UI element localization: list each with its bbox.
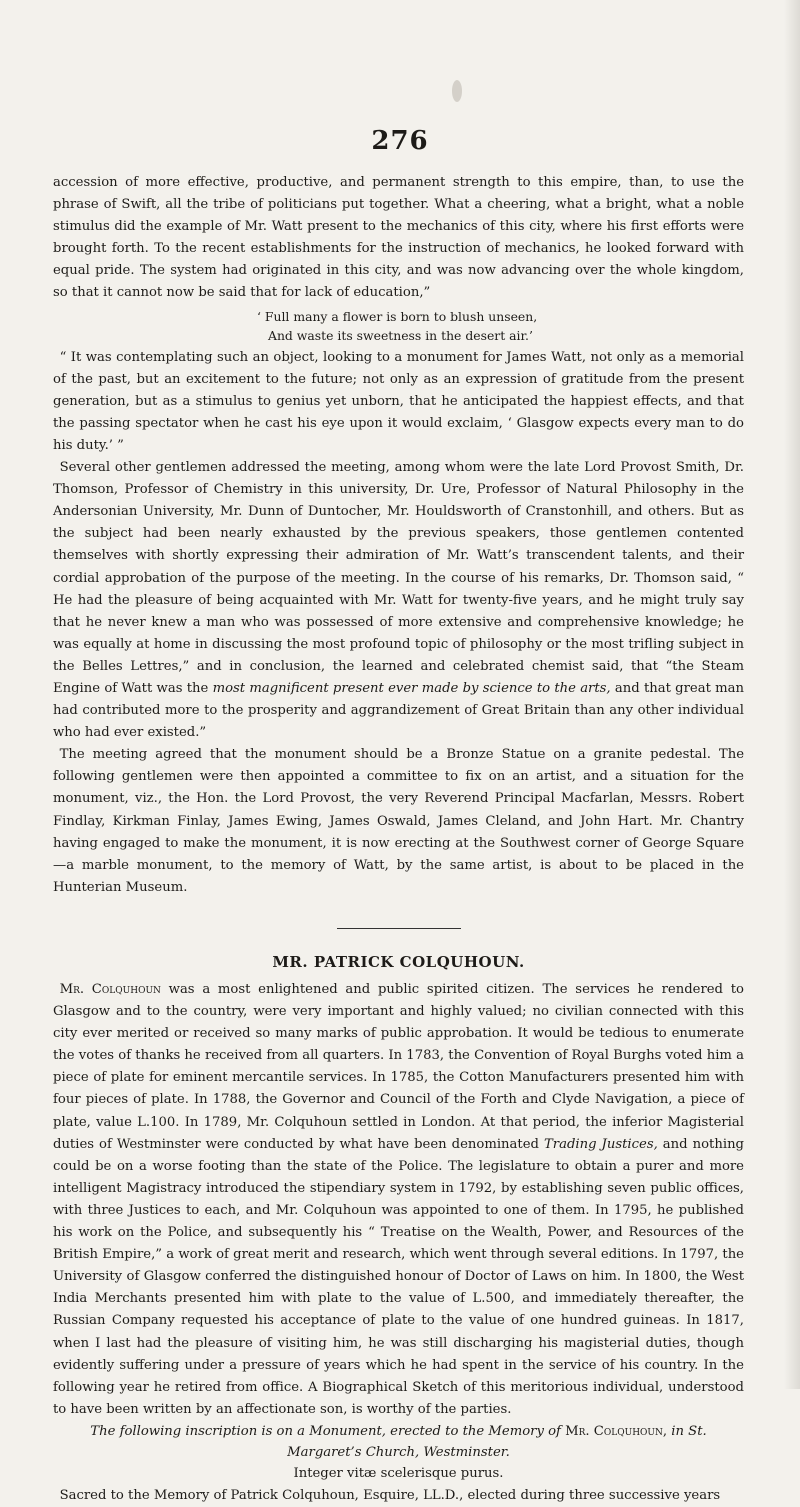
- para5-text-b: and nothing could be on a worse footing than the state of the Police. The legislature to obtain a purer and more intelligent Magistracy introduced the stipendiary system in 1792, by establishing seven public offices, with three Justices to each, and Mr. Colquhoun was appointed to one of them. In 1795, he published his work on the Police, and subsequently his “ Treatise on the Wealth, Power, and Resources of the British Empire,” a work of great merit and research, which went through several editions. In 1797, the University of Glasgow conferred the distinguished honour of Doctor of Laws on him. In 1800, the West India Merchants presented him with plate to the value of L.500, and immediately thereafter, the Russian Company requested his acceptance of plate to the value of one hundred guineas. In 1817, when I last had the pleasure of visiting him, he was still discharging his magisterial duties, though evidently suffering under a pressure of years which he had spent in the service of his country. In the following year he retired from office. A Biographical Sketch of this meritorious individual, understood to have been written by an affectionate son, is worthy of the parties.: [53, 1136, 744, 1417]
- inscription-last-line: Sacred to the Memory of Patrick Colquhoun, Esquire, LL.D., elected during three successive years: [59, 1487, 721, 1503]
- page-number: 276: [371, 126, 429, 156]
- inscription-intro-name: Mr. Colquhoun,: [565, 1423, 668, 1439]
- page-body: [53, 172, 744, 1507]
- para3-end: and that great man had contributed more to the prosperity and aggrandizement of Great Britain than any other individual who had ever existed.”: [53, 680, 744, 741]
- inscription-intro-b: in St. Margaret’s Church, Westminster.: [287, 1423, 707, 1460]
- poem-quote: [53, 307, 744, 345]
- paragraph-monument-speech: “ It was contemplating such an object, looking to a monument for James Watt, not only as a memorial of the past, but an excitement to the future; not only as an expression of gratitude from the present generation, but as a stimulus to genius yet unborn, that he anticipated the happiest effects, and that the passing spectator when he cast his eye upon it would exclaim, ‘ Glasgow expects every man to do his duty.’ ”: [53, 349, 744, 453]
- paragraph-colquhoun: [53, 979, 744, 1421]
- paragraph-other-gentlemen: [53, 457, 744, 744]
- trading-justices: Trading Justices,: [543, 1136, 658, 1152]
- para5-text-a: was a most enlightened and public spirited citizen. The services he rendered to Glasgow and to the country, were very important and highly valued; no civilian connected with this city ever merited or received so many marks of public approbation. It would be tedious to enumerate the votes of thanks he received from all quarters. In 1783, the Convention of Royal Burghs voted him a piece of plate for eminent mercantile services. In 1785, the Cotton Manufacturers presented him with four pieces of plate. In 1788, the Governor and Council of the Forth and Clyde Navigation, a piece of plate, value L.100. In 1789, Mr. Colquhoun settled in London. At that period, the inferior Magisterial duties of Westminster were conducted by what have been denominated: [53, 982, 744, 1152]
- inscription-intro: [53, 1421, 744, 1463]
- inscription-intro-a: The following inscription is on a Monument, erected to the Memory of: [90, 1423, 566, 1439]
- section-heading: MR. PATRICK COLQUHOUN.: [272, 952, 525, 971]
- page-edge-shadow: [784, 0, 800, 1389]
- colquhoun-name: Mr. Colquhoun: [59, 982, 161, 997]
- para3-italic-quote: most magnificent present ever made by science to the arts,: [212, 680, 611, 696]
- section-divider: [337, 928, 461, 929]
- paragraph-watt-stimulus: accession of more effective, productive, and permanent strength to this empire, than, to use the phrase of Swift, all the tribe of politicians put together. What a cheering, what a bright, what a noble stimulus did the example of Mr. Watt present to the mechanics of this city, where his first efforts were brought forth. To the recent establishments for the instruction of mechanics, he looked forward with equal pride. The system had originated in this city, and was now advancing over the whole kingdom, so that it cannot now be said that for lack of education,”: [53, 175, 744, 301]
- quote-line-1: ‘ Full many a flower is born to blush unseen,: [257, 308, 538, 324]
- para3-text: Several other gentlemen addressed the meeting, among whom were the late Lord Provost Smith, Dr. Thomson, Professor of Chemistry in this university, Dr. Ure, Professor of Natural Philosophy in the Andersonian University, Mr. Dunn of Duntocher, Mr. Houldsworth of Cranstonhill, and others. But as the subject had been nearly exhausted by the previous speakers, those gentlemen contented themselves with shortly expressing their admiration of Mr. Watt’s transcendent talents, and their cordial approbation of the purpose of the meeting. In the course of his remarks, Dr. Thomson said, “ He had the pleasure of being acquainted with Mr. Watt for twenty-five years, and he might truly say that he never knew a man who was possessed of more extensive and comprehensive knowledge; he was equally at home in discussing the most profound topic of philosophy or the most trifling subject in the Belles Lettres,” and in conclusion, the learned and celebrated chemist said, that “the Steam Engine of Watt was the: [53, 460, 744, 696]
- paragraph-bronze-statue: The meeting agreed that the monument should be a Bronze Statue on a granite pedestal. The following gentlemen were then appointed a committee to fix on an artist, and a situation for the monument, viz., the Hon. the Lord Provost, the very Reverend Principal Macfarlan, Messrs. Robert Findlay, Kirkman Finlay, James Ewing, James Oswald, James Cleland, and John Hart. Mr. Chantry having engaged to make the monument, it is now erecting at the Southwest corner of George Square—a marble monument, to the memory of Watt, by the same artist, is about to be placed in the Hunterian Museum.: [53, 747, 744, 895]
- inscription-motto: Integer vitæ scelerisque purus.: [293, 1465, 504, 1481]
- quote-line-2: And waste its sweetness in the desert air.’: [268, 327, 533, 343]
- paper-stain: [452, 80, 462, 102]
